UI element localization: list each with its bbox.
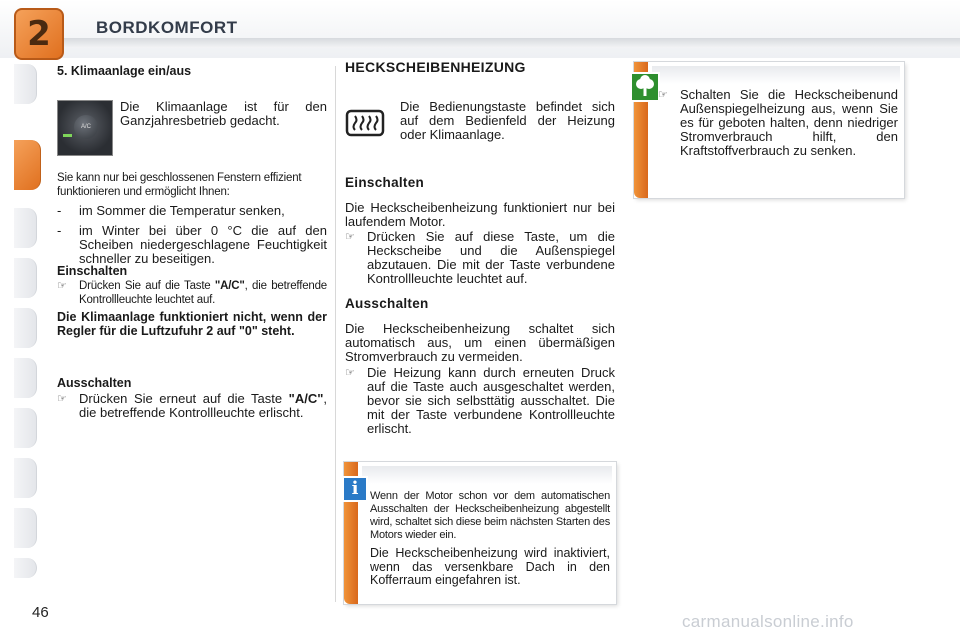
ausschalten-instruction xyxy=(57,392,327,420)
chapter-number-badge: 2 xyxy=(14,8,64,60)
chapter-tab-5[interactable] xyxy=(14,308,37,348)
ac-button-photo xyxy=(57,100,113,156)
info-paragraph-1: Wenn der Motor schon vor dem automatischen Ausschalten der Heckscheibenheizung abgestellt wird, schaltet sich diese beim nächsten Starten des Motors wieder ein. xyxy=(370,490,610,541)
section-heading-defrost: HECKSCHEIBENHEIZUNG xyxy=(345,59,526,75)
ac-bullet-list xyxy=(57,204,327,266)
ac-indicator-led xyxy=(63,134,72,137)
chapter-tab-1[interactable] xyxy=(14,64,37,104)
instruction-text: , die betreffende Kontrollleuchte erlischt. xyxy=(79,391,327,420)
list-dash: - xyxy=(57,203,62,218)
column-divider xyxy=(335,66,336,602)
eco-tip-box xyxy=(634,62,904,198)
page-number: 46 xyxy=(32,604,49,621)
key-label: "A/C" xyxy=(288,391,324,406)
chapter-tab-9[interactable] xyxy=(14,508,37,548)
middle-column xyxy=(345,59,615,436)
info-box xyxy=(344,462,616,604)
eco-tip xyxy=(658,88,898,158)
chapter-tab-10[interactable] xyxy=(14,558,37,578)
header-strip xyxy=(60,38,960,48)
left-column xyxy=(57,64,327,420)
info-top-band xyxy=(362,466,612,484)
ausschalten-heading: Ausschalten xyxy=(57,376,132,390)
instruction-text: Drücken Sie erneut auf die Taste xyxy=(79,391,289,406)
eco-tip-text: Schalten Sie die Heckscheibenund Außenspiegelheizung aus, wenn Sie es für geboten halten, denn niedriger Stromverbrauch hilft, den Kraftstoffverbrauch zu senken. xyxy=(680,87,898,158)
einschalten-instruction xyxy=(57,280,327,307)
list-item xyxy=(57,204,327,218)
info-icon: i xyxy=(342,476,368,502)
instruction-text: Drücken Sie auf die Taste xyxy=(79,280,215,292)
defrost-ausschalten-bullet xyxy=(345,366,615,436)
tree-icon xyxy=(630,72,660,102)
instruction-text: , die betreffende Kontrollleuchte leuchtet auf. xyxy=(79,280,327,306)
chapter-tab-2-active[interactable] xyxy=(14,140,41,190)
watermark: carmanualsonline.info xyxy=(682,612,854,631)
info-text xyxy=(370,490,610,588)
defrost-ausschalten-heading: Ausschalten xyxy=(345,296,429,311)
pointing-hand-icon: ☞ xyxy=(345,367,355,379)
chapter-title: BORDKOMFORT xyxy=(96,18,238,37)
section-heading-ac: 5. Klimaanlage ein/aus xyxy=(57,64,192,78)
rear-defrost-icon xyxy=(345,108,385,138)
eco-top-band xyxy=(652,66,900,84)
instruction-text: Die Heizung kann durch erneuten Druck auf die Taste auch ausgeschaltet werden, bevor sie sich selbsttätig ausschaltet. Die mit der Taste verbundene Kontrollleuchte erlischt. xyxy=(367,365,615,436)
list-dash: - xyxy=(57,223,62,238)
instruction-text: Drücken Sie auf diese Taste, um die Heckscheibe und die Außenspiegel abzutauen. Die mit der Taste verbundene Kontrollleuchte leuchtet auf. xyxy=(367,229,615,286)
ac-warning: Die Klimaanlage funktioniert nicht, wenn der Regler für die Luftzufuhr 2 auf "0" steht. xyxy=(57,310,327,338)
pointing-hand-icon: ☞ xyxy=(658,89,668,101)
pointing-hand-icon: ☞ xyxy=(345,231,355,243)
chapter-tabs xyxy=(14,64,38,584)
info-paragraph-2: Die Heckscheibenheizung wird inaktiviert, wenn das versenkbare Dach in den Kofferraum eingefahren ist. xyxy=(370,546,610,587)
key-label: "A/C" xyxy=(214,280,245,292)
ac-intro: Die Klimaanlage ist für den Ganzjahresbetrieb gedacht. xyxy=(120,99,327,128)
defrost-intro: Die Bedienungstaste befindet sich auf dem Bedienfeld der Heizung oder Klimaanlage. xyxy=(400,99,615,142)
chapter-tab-6[interactable] xyxy=(14,358,37,398)
ac-knob-label: A/C xyxy=(74,115,98,139)
ac-paragraph: Sie kann nur bei geschlossenen Fenstern effizient funktionieren und ermöglicht Ihnen: xyxy=(57,172,302,198)
chapter-tab-4[interactable] xyxy=(14,258,37,298)
chapter-tab-8[interactable] xyxy=(14,458,37,498)
list-item-text: im Sommer die Temperatur senken, xyxy=(79,203,285,218)
defrost-ausschalten-text: Die Heckscheibenheizung schaltet sich automatisch aus, um einen übermäßigen Stromverbrauch zu vermeiden. xyxy=(345,321,615,364)
list-item xyxy=(57,224,327,266)
list-item-text: im Winter bei über 0 °C die auf den Scheiben niedergeschlagene Feuchtigkeit schneller zu beseitigen. xyxy=(79,223,327,266)
pointing-hand-icon: ☞ xyxy=(57,393,67,405)
chapter-tab-7[interactable] xyxy=(14,408,37,448)
defrost-einschalten-bullet xyxy=(345,230,615,286)
defrost-einschalten-heading: Einschalten xyxy=(345,175,425,190)
pointing-hand-icon: ☞ xyxy=(57,280,67,292)
chapter-tab-3[interactable] xyxy=(14,208,37,248)
einschalten-heading: Einschalten xyxy=(57,264,128,278)
defrost-einschalten-text: Die Heckscheibenheizung funktioniert nur bei laufendem Motor. xyxy=(345,200,615,229)
